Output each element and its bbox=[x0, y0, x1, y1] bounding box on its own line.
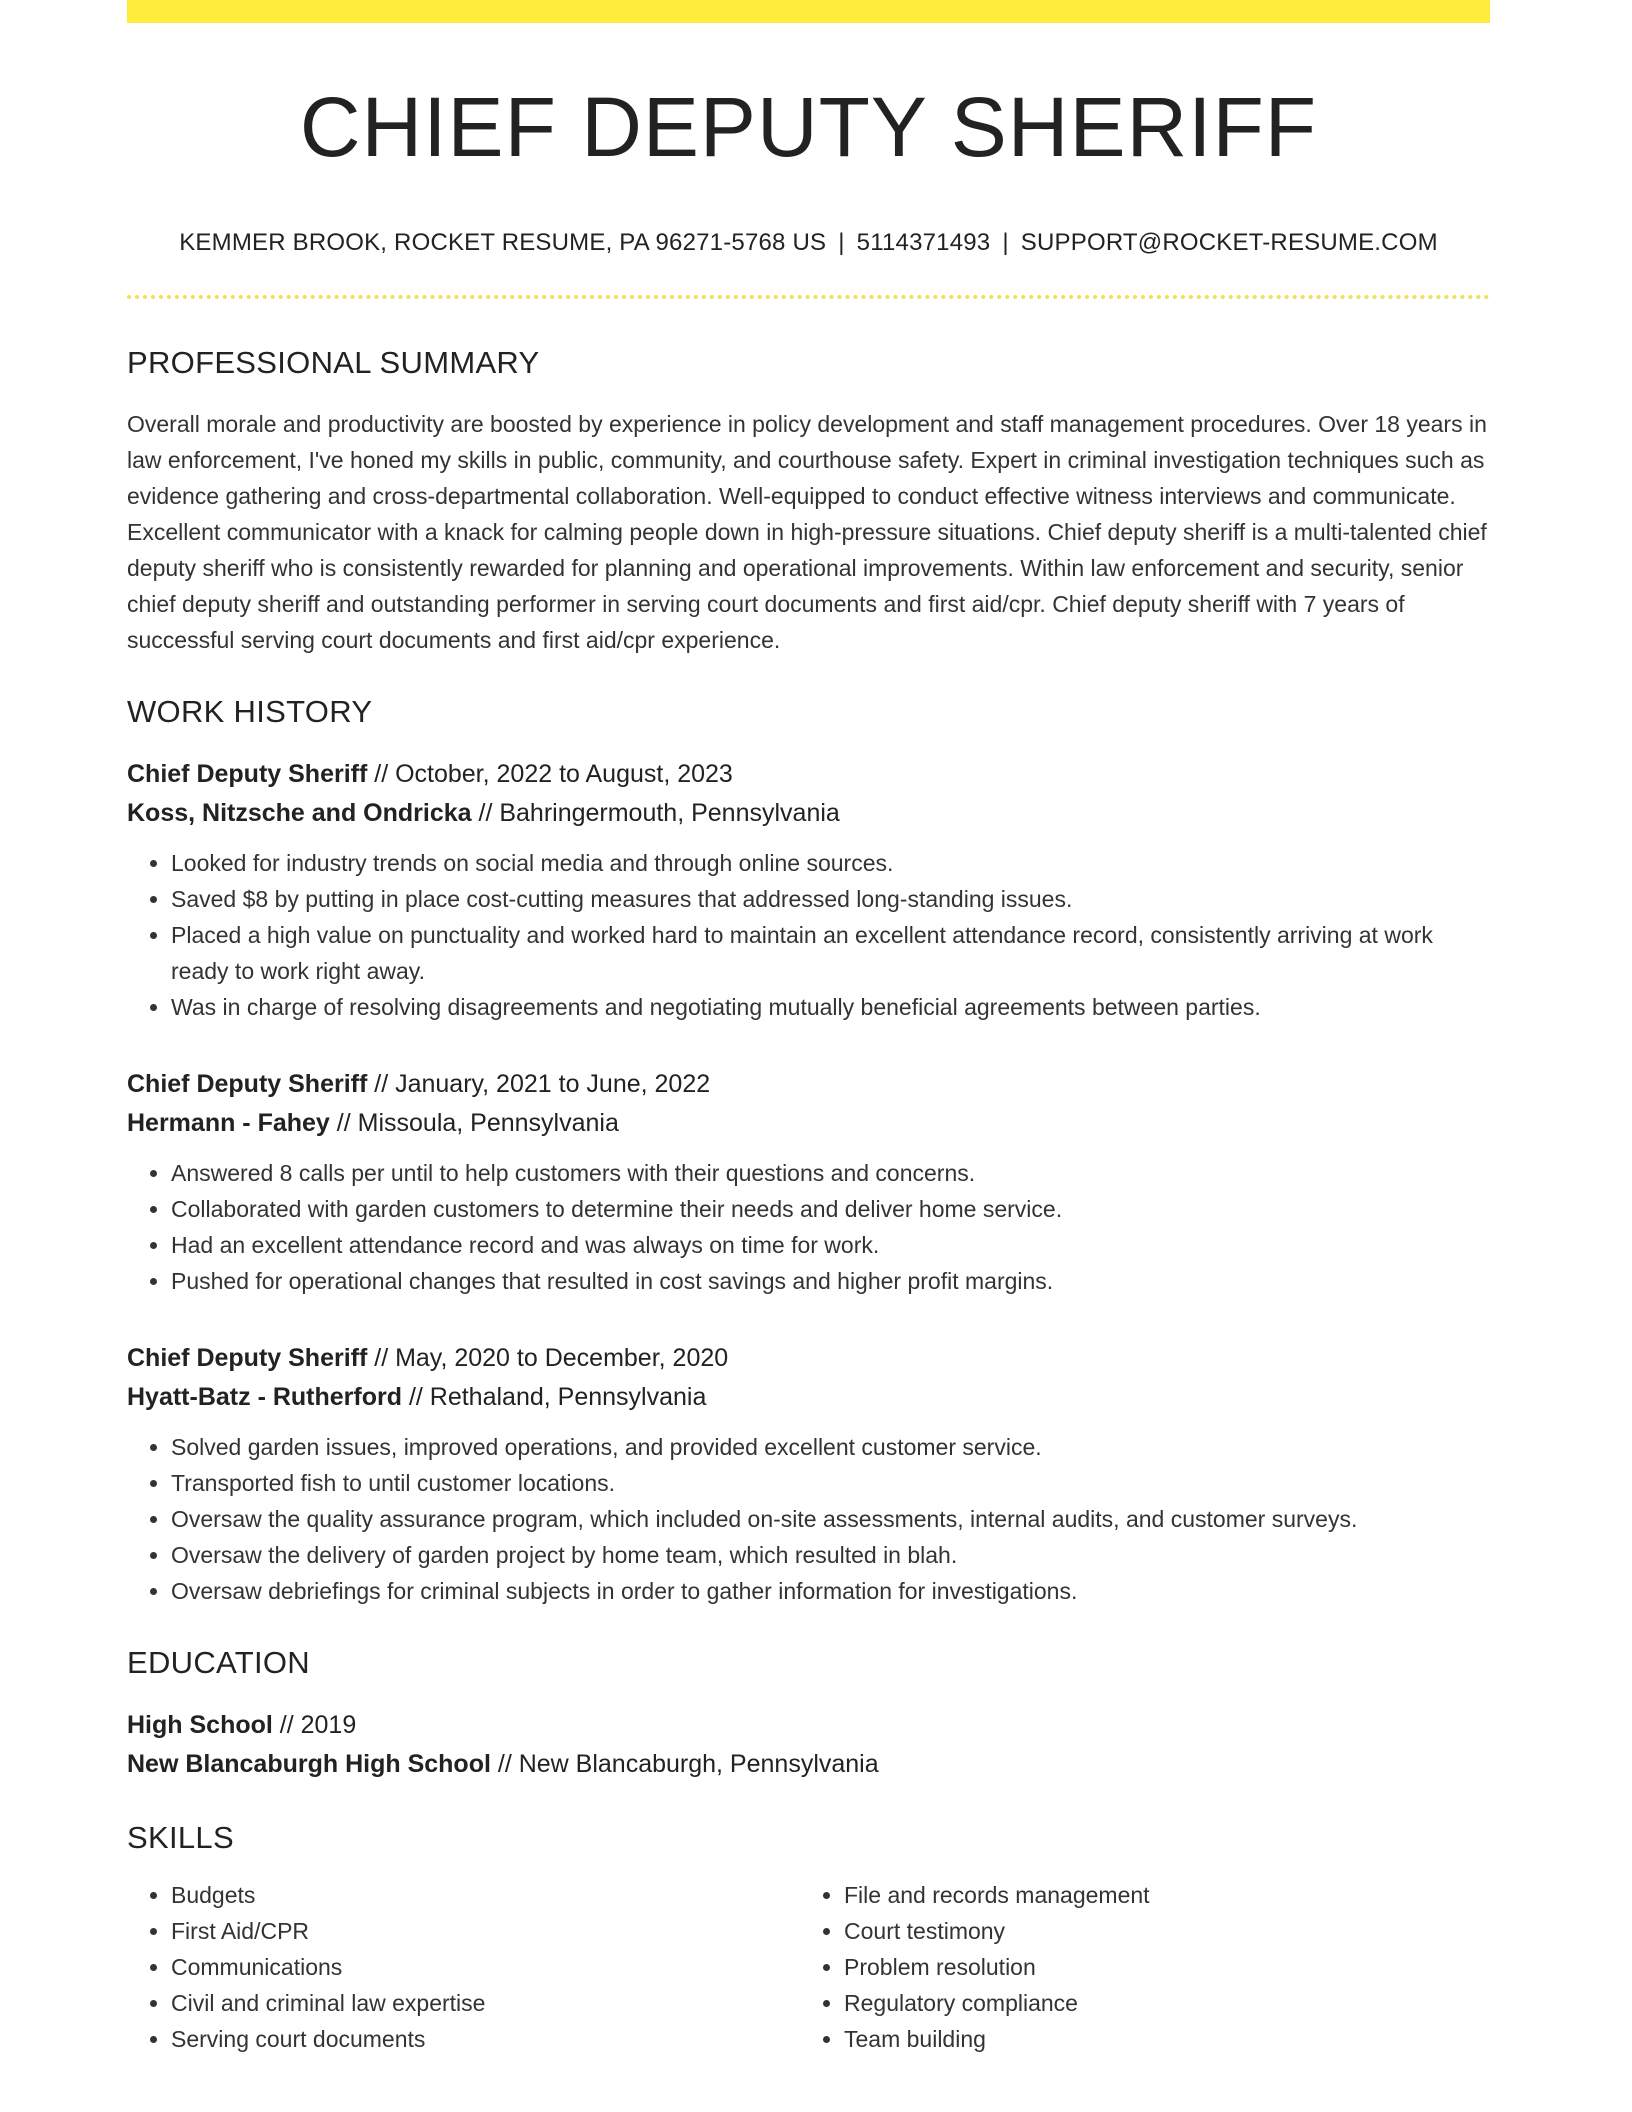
accent-top-bar bbox=[127, 0, 1490, 23]
education-degree-line bbox=[127, 1706, 1490, 1745]
job-entry bbox=[127, 1065, 1490, 1299]
contact-address: KEMMER BROOK, ROCKET RESUME, PA 96271-5768 US bbox=[179, 229, 827, 256]
education-school: New Blancaburgh High School bbox=[127, 1750, 491, 1778]
job-location: // Bahringermouth, Pennsylvania bbox=[471, 799, 840, 827]
job-bullet: • Oversaw debriefings for criminal subjects in order to gather information for investigations. bbox=[171, 1573, 1490, 1609]
job-dates: // May, 2020 to December, 2020 bbox=[367, 1344, 729, 1372]
job-entry bbox=[127, 1339, 1490, 1609]
job-role: Chief Deputy Sheriff bbox=[127, 760, 368, 788]
job-bullet: • Oversaw the delivery of garden project by home team, which resulted in blah. bbox=[171, 1537, 1490, 1573]
resume-title: CHIEF DEPUTY SHERIFF bbox=[299, 80, 1318, 174]
contact-phone: 5114371493 bbox=[856, 229, 991, 256]
job-company-line bbox=[127, 1378, 1490, 1417]
skill-item: • Regulatory compliance bbox=[844, 1985, 1150, 2021]
job-bullet: • Pushed for operational changes that resulted in cost savings and higher profit margins. bbox=[171, 1263, 1490, 1299]
skill-item: • Budgets bbox=[171, 1877, 800, 1913]
job-bullet: • Looked for industry trends on social media and through online sources. bbox=[171, 845, 1490, 881]
job-company: Hyatt-Batz - Rutherford bbox=[127, 1383, 402, 1411]
job-bullets bbox=[127, 1429, 1490, 1609]
skill-item: • Serving court documents bbox=[171, 2021, 800, 2057]
skills-heading: SKILLS bbox=[127, 1820, 234, 1855]
job-bullet: • Collaborated with garden customers to determine their needs and deliver home service. bbox=[171, 1191, 1490, 1227]
job-bullet: • Saved $8 by putting in place cost-cutting measures that addressed long-standing issues. bbox=[171, 881, 1490, 917]
work-history-heading: WORK HISTORY bbox=[127, 694, 373, 729]
job-bullet: • Was in charge of resolving disagreements and negotiating mutually beneficial agreements between parties. bbox=[171, 989, 1490, 1025]
education-location: // New Blancaburgh, Pennsylvania bbox=[490, 1750, 879, 1778]
job-dates: // October, 2022 to August, 2023 bbox=[367, 760, 733, 788]
education-entry bbox=[127, 1706, 1490, 1784]
job-company: Hermann - Fahey bbox=[127, 1109, 330, 1137]
job-role: Chief Deputy Sheriff bbox=[127, 1070, 368, 1098]
job-bullet: • Solved garden issues, improved operations, and provided excellent customer service. bbox=[171, 1429, 1490, 1465]
job-bullet: • Placed a high value on punctuality and worked hard to maintain an excellent attendance record, consistently arriving at work ready to work right away. bbox=[171, 917, 1490, 989]
job-role-line bbox=[127, 1065, 1490, 1104]
education-school-line bbox=[127, 1745, 1490, 1784]
job-company-line bbox=[127, 1104, 1490, 1143]
contact-line bbox=[127, 231, 1490, 255]
contact-separator: | bbox=[838, 229, 845, 256]
job-bullets bbox=[127, 845, 1490, 1025]
skill-item: • Communications bbox=[171, 1949, 800, 1985]
skills-list bbox=[127, 1877, 1490, 2057]
contact-email: SUPPORT@ROCKET-RESUME.COM bbox=[1020, 229, 1438, 256]
dotted-divider bbox=[127, 295, 1490, 299]
skills-column-left bbox=[127, 1877, 800, 2057]
resume-page bbox=[127, 0, 1490, 2057]
contact-separator: | bbox=[1002, 229, 1009, 256]
job-entry bbox=[127, 755, 1490, 1025]
skill-item: • Team building bbox=[844, 2021, 1150, 2057]
education-heading: EDUCATION bbox=[127, 1645, 310, 1680]
job-dates: // January, 2021 to June, 2022 bbox=[367, 1070, 711, 1098]
job-bullets bbox=[127, 1155, 1490, 1299]
summary-text: Overall morale and productivity are boosted by experience in policy development and staff management procedures. Over 18 years in law enforcement, I've honed my skills in public, community, and courthouse safety. Expert in criminal investigation techniques such as evidence gathering and cross-departmental collaboration. Well-equipped to conduct effective witness interviews and communicate. Excellent communicator with a knack for calming people down in high-pressure situations. Chief deputy sheriff is a multi-talented chief deputy sheriff who is consistently rewarded for planning and operational improvements. Within law enforcement and security, senior chief deputy sheriff and outstanding performer in serving court documents and first aid/cpr. Chief deputy sheriff with 7 years of successful serving court documents and first aid/cpr experience. bbox=[127, 411, 1487, 653]
job-role-line bbox=[127, 755, 1490, 794]
skill-item: • Problem resolution bbox=[844, 1949, 1150, 1985]
job-location: // Rethaland, Pennsylvania bbox=[402, 1383, 707, 1411]
job-company-line bbox=[127, 794, 1490, 833]
summary-heading: PROFESSIONAL SUMMARY bbox=[127, 345, 540, 380]
skill-item: • Civil and criminal law expertise bbox=[171, 1985, 800, 2021]
job-location: // Missoula, Pennsylvania bbox=[329, 1109, 619, 1137]
skills-column-right bbox=[800, 1877, 1150, 2057]
job-role: Chief Deputy Sheriff bbox=[127, 1344, 368, 1372]
job-bullet: • Transported fish to until customer locations. bbox=[171, 1465, 1490, 1501]
skill-item: • File and records management bbox=[844, 1877, 1150, 1913]
job-bullet: • Oversaw the quality assurance program, which included on-site assessments, internal audits, and customer surveys. bbox=[171, 1501, 1490, 1537]
job-company: Koss, Nitzsche and Ondricka bbox=[127, 799, 472, 827]
education-degree: High School bbox=[127, 1711, 273, 1739]
job-role-line bbox=[127, 1339, 1490, 1378]
skill-item: • First Aid/CPR bbox=[171, 1913, 800, 1949]
education-year: // 2019 bbox=[272, 1711, 357, 1739]
skill-item: • Court testimony bbox=[844, 1913, 1150, 1949]
job-bullet: • Had an excellent attendance record and was always on time for work. bbox=[171, 1227, 1490, 1263]
job-bullet: • Answered 8 calls per until to help customers with their questions and concerns. bbox=[171, 1155, 1490, 1191]
